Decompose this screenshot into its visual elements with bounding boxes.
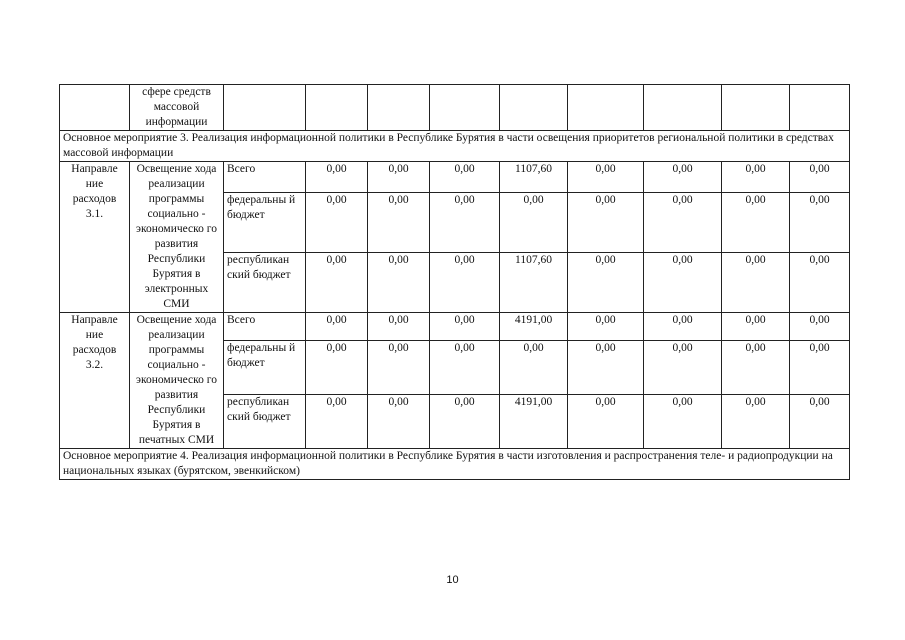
- value-cell: 1107,60: [500, 162, 568, 193]
- value-cell: 0,00: [790, 313, 850, 341]
- value-cell: 0,00: [430, 252, 500, 312]
- value-cell: 0,00: [430, 394, 500, 448]
- value-cell: 0,00: [368, 192, 430, 252]
- funding-source-cell: республикан ский бюджет: [224, 394, 306, 448]
- value-cell: 0,00: [722, 252, 790, 312]
- value-cell: 0,00: [568, 340, 644, 394]
- continuation-cell: [790, 85, 850, 131]
- value-cell: 0,00: [790, 162, 850, 193]
- event-name-cell: Освещение хода реализации программы социально - экономическо го развития Республики Бурятия в печатных СМИ: [130, 313, 224, 449]
- continuation-cell: [500, 85, 568, 131]
- value-cell: 0,00: [644, 394, 722, 448]
- section-header-row: [60, 449, 850, 480]
- value-cell: 4191,00: [500, 313, 568, 341]
- value-cell: 0,00: [644, 162, 722, 193]
- value-cell: 0,00: [790, 192, 850, 252]
- value-cell: 1107,60: [500, 252, 568, 312]
- value-cell: 0,00: [306, 313, 368, 341]
- value-cell: 0,00: [430, 192, 500, 252]
- table-row: [60, 162, 850, 193]
- value-cell: 0,00: [430, 340, 500, 394]
- value-cell: 0,00: [500, 192, 568, 252]
- page-number: 10: [446, 574, 459, 586]
- value-cell: 0,00: [790, 394, 850, 448]
- continuation-cell: [722, 85, 790, 131]
- value-cell: 0,00: [644, 313, 722, 341]
- value-cell: 0,00: [568, 313, 644, 341]
- continuation-cell: [306, 85, 368, 131]
- value-cell: 0,00: [368, 394, 430, 448]
- funding-source-cell: республикан ский бюджет: [224, 252, 306, 312]
- funding-source-cell: федеральны й бюджет: [224, 340, 306, 394]
- value-cell: 0,00: [722, 394, 790, 448]
- continuation-cell: [644, 85, 722, 131]
- table-row: [60, 313, 850, 341]
- value-cell: 0,00: [568, 394, 644, 448]
- value-cell: 0,00: [644, 340, 722, 394]
- value-cell: 0,00: [368, 162, 430, 193]
- continuation-cell: [568, 85, 644, 131]
- expense-direction-cell: Направле ние расходов 3.1.: [60, 162, 130, 313]
- value-cell: 0,00: [644, 252, 722, 312]
- funding-source-cell: Всего: [224, 313, 306, 341]
- value-cell: 0,00: [722, 192, 790, 252]
- value-cell: 0,00: [568, 192, 644, 252]
- continuation-cell: [430, 85, 500, 131]
- funding-source-cell: федеральны й бюджет: [224, 192, 306, 252]
- funding-source-cell: Всего: [224, 162, 306, 193]
- value-cell: 0,00: [568, 162, 644, 193]
- value-cell: 0,00: [722, 162, 790, 193]
- value-cell: 0,00: [306, 340, 368, 394]
- value-cell: 0,00: [306, 162, 368, 193]
- section-header-row: [60, 131, 850, 162]
- value-cell: 0,00: [306, 394, 368, 448]
- budget-table: [59, 84, 850, 480]
- value-cell: 4191,00: [500, 394, 568, 448]
- continuation-cell: [60, 85, 130, 131]
- section-title: Основное мероприятие 3. Реализация информационной политики в Республике Бурятия в части освещения приоритетов региональной политики в средствах массовой информации: [60, 131, 850, 162]
- value-cell: 0,00: [722, 340, 790, 394]
- value-cell: 0,00: [430, 162, 500, 193]
- value-cell: 0,00: [500, 340, 568, 394]
- value-cell: 0,00: [644, 192, 722, 252]
- section-title: Основное мероприятие 4. Реализация информационной политики в Республике Бурятия в части изготовления и распространения теле- и радиопродукции на национальных языках (бурятском, эвенкийском): [60, 449, 850, 480]
- value-cell: 0,00: [368, 340, 430, 394]
- value-cell: 0,00: [368, 252, 430, 312]
- event-name-cell: Освещение хода реализации программы социально - экономическо го развития Республики Бурятия в электронных СМИ: [130, 162, 224, 313]
- value-cell: 0,00: [722, 313, 790, 341]
- value-cell: 0,00: [368, 313, 430, 341]
- value-cell: 0,00: [430, 313, 500, 341]
- value-cell: 0,00: [568, 252, 644, 312]
- value-cell: 0,00: [306, 252, 368, 312]
- value-cell: 0,00: [790, 252, 850, 312]
- value-cell: 0,00: [306, 192, 368, 252]
- value-cell: 0,00: [790, 340, 850, 394]
- continuation-event-cell: сфере средств массовой информации: [130, 85, 224, 131]
- expense-direction-cell: Направле ние расходов 3.2.: [60, 313, 130, 449]
- continuation-cell: [368, 85, 430, 131]
- continuation-row: [60, 85, 850, 131]
- continuation-cell: [224, 85, 306, 131]
